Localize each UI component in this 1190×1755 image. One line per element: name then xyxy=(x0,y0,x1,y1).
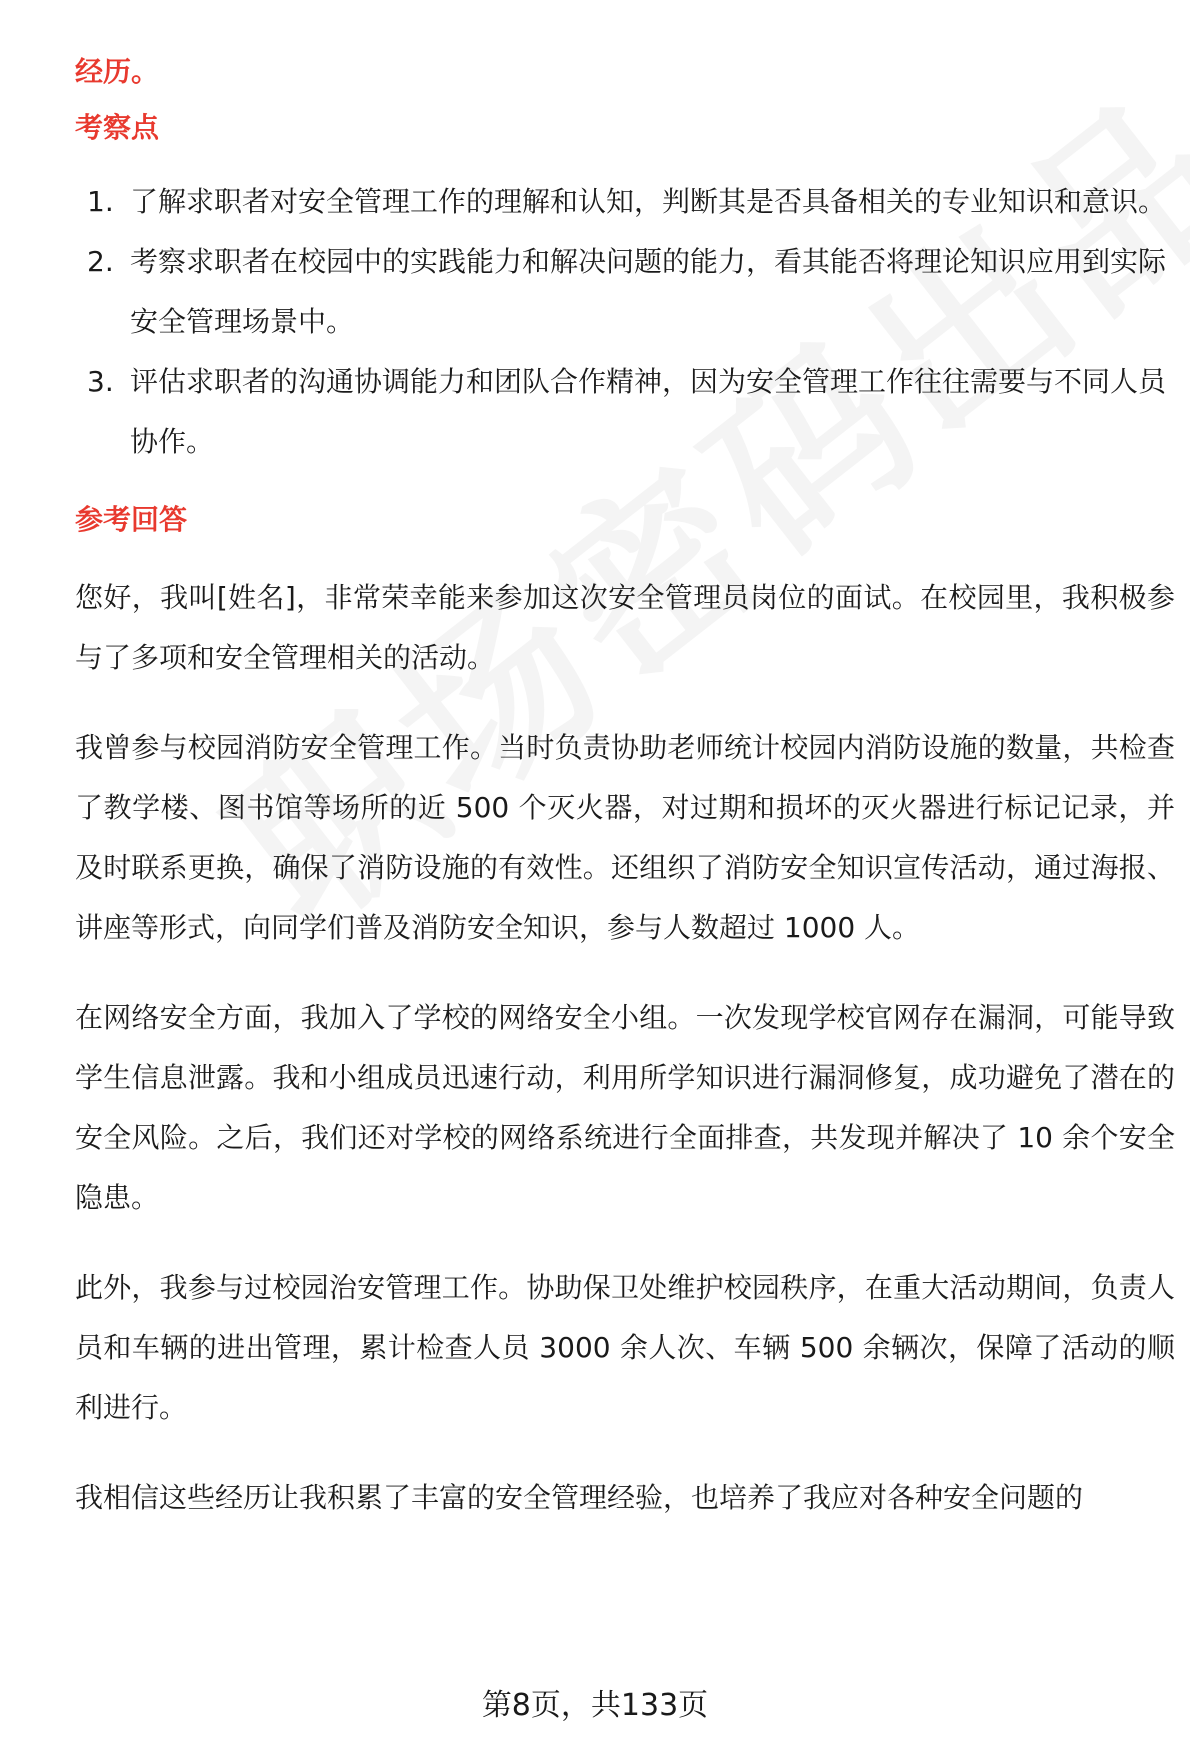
list-item-text: 了解求职者对安全管理工作的理解和认知，判断其是否具备相关的专业知识和意识。 xyxy=(130,185,1167,218)
answer-paragraph: 此外，我参与过校园治安管理工作。协助保卫处维护校园秩序，在重大活动期间，负责人员和车辆的进出管理，累计检查人员 3000 余人次、车辆 500 余辆次，保障了活动的顺利进行。 xyxy=(75,1271,1175,1424)
answer-paragraph: 在网络安全方面，我加入了学校的网络安全小组。一次发现学校官网存在漏洞，可能导致学生信息泄露。我和小组成员迅速行动，利用所学知识进行漏洞修复，成功避免了潜在的安全风险。之后，我们还对学校的网络系统进行全面排查，共发现并解决了 10 余个安全隐患。 xyxy=(75,1001,1175,1214)
continuation-heading: 经历。 xyxy=(75,55,160,88)
answer-paragraph: 您好，我叫[姓名]，非常荣幸能来参加这次安全管理员岗位的面试。在校园里，我积极参与了多项和安全管理相关的活动。 xyxy=(75,581,1175,674)
list-item-number: 1. xyxy=(87,185,114,218)
section-title-kaochadian: 考察点 xyxy=(75,111,160,144)
list-item xyxy=(75,232,1175,352)
list-item-text: 评估求职者的沟通协调能力和团队合作精神，因为安全管理工作往往需要与不同人员协作。 xyxy=(130,365,1167,458)
list-item xyxy=(75,352,1175,472)
list-item xyxy=(75,172,1175,232)
answer-paragraph: 我曾参与校园消防安全管理工作。当时负责协助老师统计校园内消防设施的数量，共检查了教学楼、图书馆等场所的近 500 个灭火器，对过期和损坏的灭火器进行标记记录，并及时联系更换，确保了消防设施的有效性。还组织了消防安全知识宣传活动，通过海报、讲座等形式，向同学们普及消防安全知识，参与人数超过 1000 人。 xyxy=(75,731,1175,944)
list-item-number: 2. xyxy=(87,245,114,278)
answer-paragraph: 我相信这些经历让我积累了丰富的安全管理经验，也培养了我应对各种安全问题的 xyxy=(75,1481,1084,1514)
list-item-number: 3. xyxy=(87,365,114,398)
assessment-points-list xyxy=(75,172,1175,472)
list-item-text: 考察求职者在校园中的实践能力和解决问题的能力，看其能否将理论知识应用到实际安全管理场景中。 xyxy=(130,245,1167,338)
page-number-footer: 第8页，共133页 xyxy=(481,1688,709,1723)
section-title-cankao: 参考回答 xyxy=(75,503,188,536)
page-content xyxy=(75,48,1175,1558)
